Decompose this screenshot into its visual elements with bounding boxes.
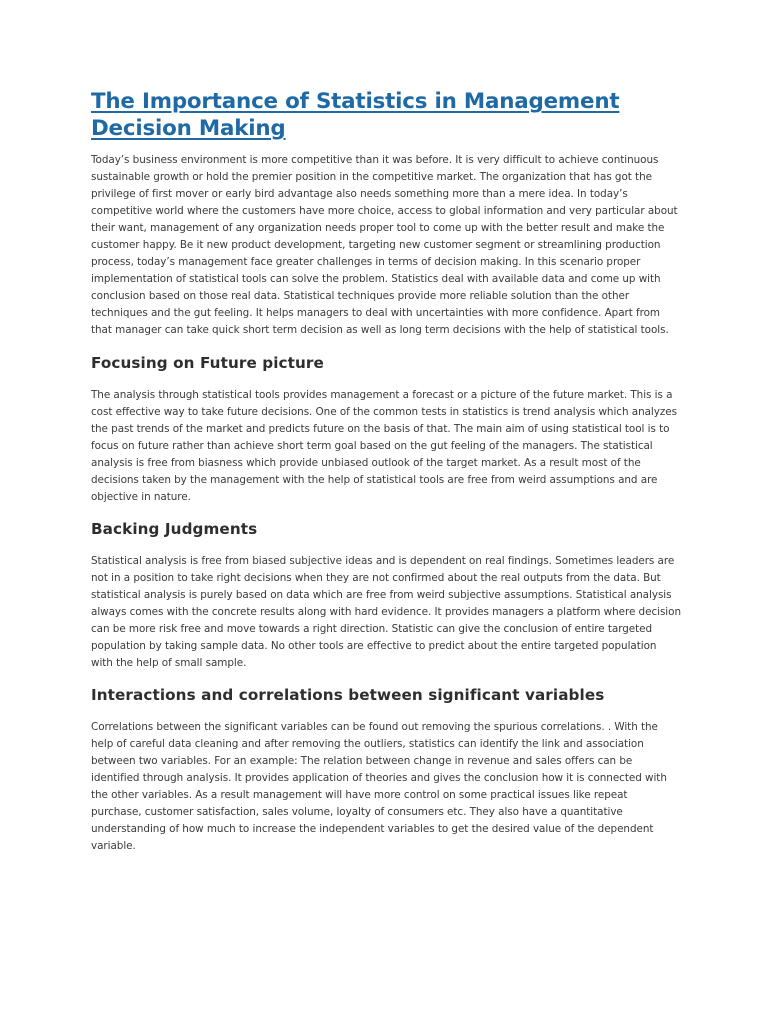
section-body-future-picture: The analysis through statistical tools provides management a forecast or a picture of the future market. This is a cost effective way to take future decisions. One of the common tests in statistics is trend analysis which analyzes the past trends of the market and predicts future on the basis of that. The main aim of using statistical tool is to focus on future rather than achieve short term goal based on the gut feeling of the managers. The statistical analysis is free from biasness which provide unbiased outlook of the target market. As a result most of the decisions taken by the management with the help of statistical tools are free from weird assumptions and are objective in nature. [91, 389, 677, 503]
section-heading-backing-judgments: Backing Judgments [91, 520, 258, 538]
section-heading-future-picture: Focusing on Future picture [91, 354, 324, 372]
section-body-backing-judgments: Statistical analysis is free from biased subjective ideas and is dependent on real findings. Sometimes leaders are not in a position to take right decisions when they are not confirmed about the real outputs from the data. But statistical analysis is purely based on data which are free from weird subjective assumptions. Statistical analysis always comes with the concrete results along with hard evidence. It provides managers a platform where decision can be more risk free and move towards a right direction. Statistic can give the conclusion of entire targeted population by taking sample data. No other tools are effective to predict about the entire targeted population with the help of small sample. [91, 555, 681, 669]
document-page [91, 88, 681, 855]
intro-paragraph: Today’s business environment is more competitive than it was before. It is very difficult to achieve continuous sustainable growth or hold the premier position in the competitive market. The organization that has got the privilege of first mover or early bird advantage also needs something more than a mere idea. In today’s competitive world where the customers have more choice, access to global information and very particular about their want, management of any organization needs proper tool to come up with the better result and make the customer happy. Be it new product development, targeting new customer segment or streamlining production process, today’s management face greater challenges in terms of decision making. In this scenario proper implementation of statistical tools can solve the problem. Statistics deal with available data and come up with conclusion based on those real data. Statistical techniques provide more reliable solution than the other techniques and the gut feeling. It helps managers to deal with uncertainties with more confidence. Apart from that manager can take quick short term decision as well as long term decisions with the help of statistical tools. [91, 154, 678, 336]
section-body-interactions-correlations: Correlations between the significant variables can be found out removing the spurious correlations. . With the help of careful data cleaning and after removing the outliers, statistics can identify the link and association between two variables. For an example: The relation between change in revenue and sales offers can be identified through analysis. It provides application of theories and gives the conclusion how it is connected with the other variables. As a result management will have more control on some practical issues like repeat purchase, customer satisfaction, sales volume, loyalty of consumers etc. They also have a quantitative understanding of how much to increase the independent variables to get the desired value of the dependent variable. [91, 721, 667, 852]
document-title: The Importance of Statistics in Management Decision Making [91, 89, 620, 141]
section-heading-interactions-correlations: Interactions and correlations between significant variables [91, 686, 605, 704]
